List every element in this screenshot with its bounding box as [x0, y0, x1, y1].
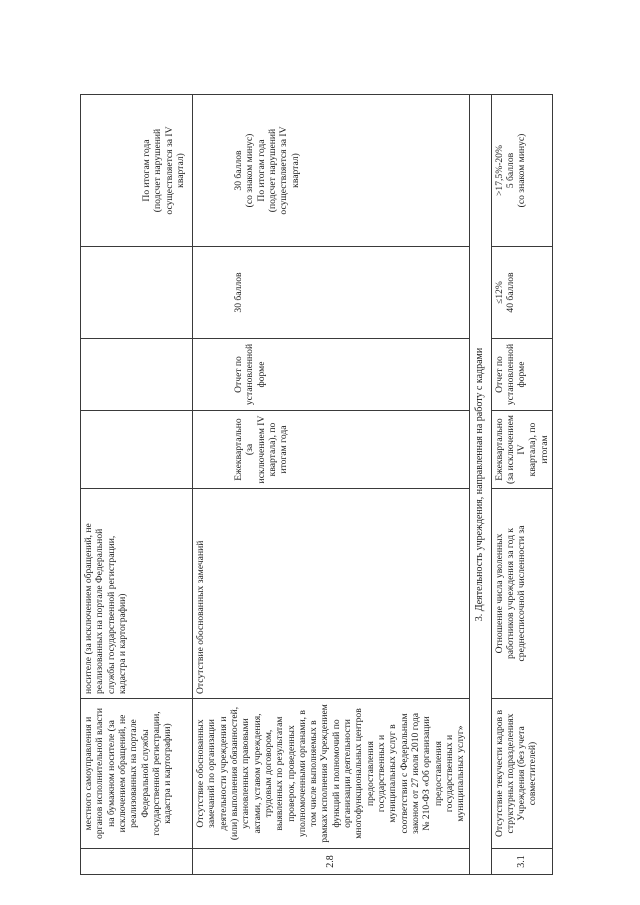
criteria-cell: Отсутствие обоснованных замечаний [193, 489, 470, 699]
criteria-cell: носителе (за исключением обращений, не реализованных на портале Федеральной службы государственной регистрации, кадастра и картографии) [81, 489, 193, 699]
report-form-cell: Отчет по установленной форме [491, 339, 553, 411]
indicator-cell: Отсутствие обоснованных замечаний по организации деятельности учреждения и (или) выполнения обязанностей, установленных правовыми актами, уставом учреждения, трудовым договором, выявленных по результатам проверок, проведенных уполномоченными органами, в том числе выполняемых в рамках исполнения Учреждением функций и полномочий по организации деятельности многофункциональных центров предоставления государственных и муниципальных услуг в соответствии с Федеральным законом от 27 июля 2010 года № 210-ФЗ «Об организации предоставления государственных и муниципальных услуг» [193, 699, 470, 849]
period-cell [81, 411, 193, 489]
report-form-cell: Отчет по установленной форме [193, 339, 470, 411]
indicator-cell: Отсутствие текучести кадров в структурных подразделениях Учреждения (без учета совместителей) [491, 699, 553, 849]
criteria-cell: Отношение числа уволенных работников учреждения за год к среднесписочной численности за [491, 489, 553, 699]
section-title: 3. Деятельность учреждения, направленная на работу с кадрами [469, 95, 491, 875]
note-cell: По итогам года (подсчет нарушений осуществляется за IV квартал) [81, 95, 193, 247]
table-row-2-8 [193, 95, 470, 875]
section-header-row [469, 95, 491, 875]
table-row-3-1 [491, 95, 553, 875]
rotated-table-area [80, 95, 550, 875]
note-cell: 30 баллов (со знаком минус) По итогам года (подсчет нарушений осуществляется за IV квартал) [193, 95, 470, 247]
row-number: 3.1 [491, 849, 553, 875]
points-cell: 30 баллов [193, 247, 470, 339]
report-form-cell [81, 339, 193, 411]
table-row-continued [81, 95, 193, 875]
points-cell: ≤12% 40 баллов [491, 247, 553, 339]
period-cell: Ежеквартально (за исключением IV квартала), по итогам года [193, 411, 470, 489]
note-cell: >17,5%-20% 5 баллов (со знаком минус) [491, 95, 553, 247]
period-cell: Ежеквартально (за исключением IV квартала), по итогам [491, 411, 553, 489]
evaluation-criteria-table [80, 94, 553, 875]
points-cell [81, 247, 193, 339]
row-number: 2.8 [193, 849, 470, 875]
row-number [81, 849, 193, 875]
indicator-cell: местного самоуправления и органов исполнительной власти на бумажном носителе (за исключением обращений, не реализованных на портале Федеральной службы государственной регистрации, кадастра и картографии) [81, 699, 193, 849]
